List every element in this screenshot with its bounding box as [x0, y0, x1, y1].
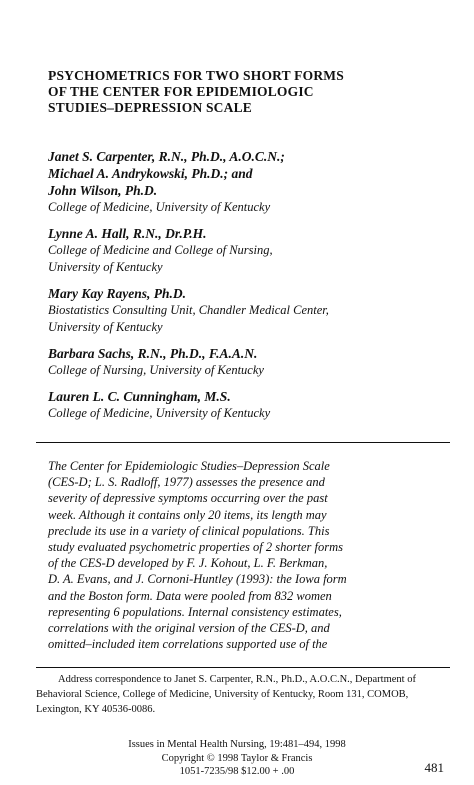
author-block [48, 225, 448, 276]
title-line: PSYCHOMETRICS FOR TWO SHORT FORMS [48, 68, 344, 83]
title-line: STUDIES–DEPRESSION SCALE [48, 100, 252, 115]
author-block [48, 345, 448, 379]
author-name: Lynne A. Hall, R.N., Dr.P.H. [48, 226, 207, 241]
author-affiliation: College of Medicine, University of Kentucky [48, 200, 271, 214]
abstract-line: representing 6 populations. Internal consistency estimates, [48, 604, 342, 619]
author-name: Mary Kay Rayens, Ph.D. [48, 286, 186, 301]
article-title [48, 68, 428, 116]
abstract-line: study evaluated psychometric properties of 2 shorter forms [48, 540, 343, 555]
correspondence-footnote: Address correspondence to Janet S. Carpenter, R.N., Ph.D., A.O.C.N., Department of Behavioral Science, College of Medicine, University of Kentucky, Room 131, COMOB, Lexington, KY 40536-0086. [36, 674, 416, 715]
author-name: John Wilson, Ph.D. [48, 183, 158, 198]
abstract-line: preclude its use in a variety of clinical populations. This [48, 523, 330, 538]
author-block [48, 388, 448, 422]
abstract-line: D. A. Evans, and J. Cornoni-Huntley (1993): the Iowa form [48, 572, 347, 587]
abstract-line: week. Although it contains only 20 items, its length may [48, 507, 327, 522]
author-name: Michael A. Andrykowski, Ph.D.; and [48, 166, 253, 181]
author-affiliation: College of Medicine and College of Nursing, [48, 243, 273, 257]
journal-line: Copyright © 1998 Taylor & Francis [161, 752, 313, 764]
author-affiliation: University of Kentucky [48, 320, 163, 334]
author-affiliation: College of Medicine, University of Kentucky [48, 406, 271, 420]
author-affiliation: College of Nursing, University of Kentucky [48, 363, 264, 377]
author-name: Barbara Sachs, R.N., Ph.D., F.A.A.N. [48, 346, 258, 361]
abstract-line: The Center for Epidemiologic Studies–Depression Scale [48, 459, 330, 473]
abstract-line: correlations with the original version of the CES-D, and [48, 621, 330, 636]
author-block [48, 148, 448, 216]
author-affiliation: University of Kentucky [48, 260, 163, 274]
journal-info [0, 738, 474, 779]
author-block [48, 285, 448, 336]
footnote-divider [36, 667, 450, 668]
author-name: Janet S. Carpenter, R.N., Ph.D., A.O.C.N.; [48, 149, 285, 164]
page-number: 481 [424, 760, 444, 775]
section-divider [36, 442, 450, 443]
journal-line: 1051-7235/98 $12.00 + .00 [179, 766, 295, 777]
abstract-line: of the CES-D developed by F. J. Kohout, L. F. Berkman, [48, 556, 328, 571]
journal-line: Issues in Mental Health Nursing, 19:481–494, 1998 [128, 739, 346, 750]
abstract [48, 458, 428, 652]
abstract-line: severity of depressive symptoms occurring over the past [48, 491, 328, 506]
author-name: Lauren L. C. Cunningham, M.S. [48, 389, 231, 404]
abstract-line: and the Boston form. Data were pooled from 832 women [48, 588, 332, 603]
title-line: OF THE CENTER FOR EPIDEMIOLOGIC [48, 84, 314, 99]
abstract-line: (CES-D; L. S. Radloff, 1977) assesses the presence and [48, 475, 325, 490]
author-list [48, 148, 448, 431]
author-affiliation: Biostatistics Consulting Unit, Chandler Medical Center, [48, 303, 329, 317]
abstract-line: omitted–included item correlations supported use of the [48, 637, 328, 652]
